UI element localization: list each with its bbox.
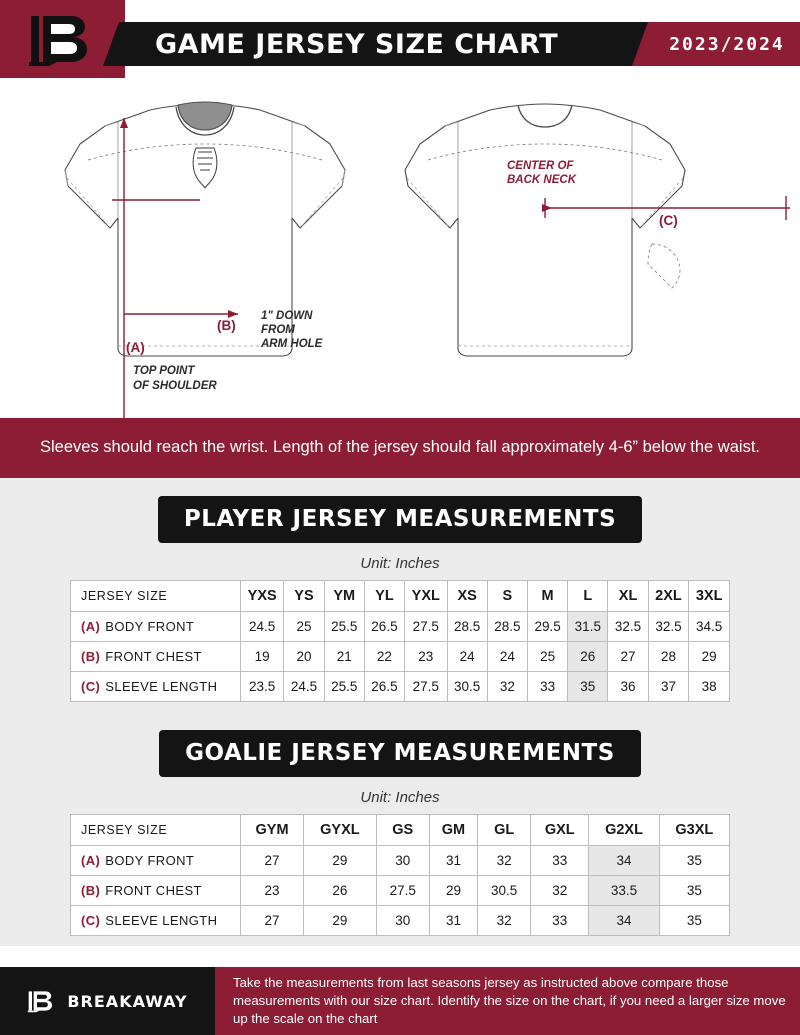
measurement-cell: 28.5: [487, 611, 527, 641]
table-corner-label: JERSEY SIZE: [71, 814, 241, 845]
row-label: (A) BODY FRONT: [71, 611, 241, 641]
column-header-ys: YS: [284, 580, 324, 611]
column-header-ym: YM: [324, 580, 364, 611]
season-label: 2023/2024: [669, 33, 785, 55]
column-header-gym: GYM: [241, 814, 304, 845]
row-letter: (B): [81, 648, 101, 664]
fit-note: Sleeves should reach the wrist. Length of the jersey should fall approximately 4-6” below the waist.: [0, 418, 800, 478]
table-corner-label: JERSEY SIZE: [71, 580, 241, 611]
page-header: [0, 0, 800, 78]
measurement-cell: 32: [478, 905, 531, 935]
measurement-cell: 29: [304, 905, 377, 935]
measurement-cell: 24.5: [284, 671, 324, 701]
row-label: (B) FRONT CHEST: [71, 641, 241, 671]
measurement-cell: 31.5: [568, 611, 608, 641]
label-a-caption-2: OF SHOULDER: [133, 380, 217, 392]
measurement-cell: 30: [376, 845, 429, 875]
column-header-xl: XL: [608, 580, 648, 611]
measurement-cell: 27.5: [405, 671, 447, 701]
footer-message: Take the measurements from last seasons jersey as instructed above compare those measurements with our size chart. Identify the size on the chart, if you need a larger size move up the scale on the chart: [215, 967, 800, 1035]
measurement-cell: 25.5: [324, 611, 364, 641]
measurement-cell: 32.5: [608, 611, 648, 641]
table-header-row: [71, 814, 730, 845]
measurement-cell: 34: [589, 905, 659, 935]
measurement-cell: 27.5: [376, 875, 429, 905]
column-header-yxl: YXL: [405, 580, 447, 611]
goalie-size-table: [70, 814, 730, 936]
breakaway-b-logo-icon: [27, 985, 57, 1017]
row-letter: (C): [81, 912, 101, 928]
column-header-yxs: YXS: [241, 580, 284, 611]
measurement-cell: 33: [531, 845, 589, 875]
measurement-cell: 25: [284, 611, 324, 641]
row-letter: (A): [81, 852, 101, 868]
page-title: GAME JERSEY SIZE CHART: [155, 28, 559, 60]
column-header-xs: XS: [447, 580, 487, 611]
column-header-gs: GS: [376, 814, 429, 845]
goalie-measurements-section: [0, 712, 800, 946]
measurement-cell: 25.5: [324, 671, 364, 701]
column-header-m: M: [527, 580, 567, 611]
column-header-g2xl: G2XL: [589, 814, 659, 845]
measurement-cell: 35: [659, 845, 729, 875]
row-label: (A) BODY FRONT: [71, 845, 241, 875]
measurement-cell: 26.5: [364, 611, 404, 641]
measurement-cell: 26: [568, 641, 608, 671]
measurement-cell: 26: [304, 875, 377, 905]
table-row: [71, 845, 730, 875]
label-b: (B): [217, 318, 236, 333]
row-letter: (A): [81, 618, 101, 634]
column-header-2xl: 2XL: [648, 580, 689, 611]
row-label: (C) SLEEVE LENGTH: [71, 671, 241, 701]
footer-brand: [0, 967, 215, 1035]
player-unit-label: Unit: Inches: [360, 554, 440, 572]
measurement-cell: 30: [376, 905, 429, 935]
player-measurements-section: [0, 478, 800, 712]
column-header-3xl: 3XL: [689, 580, 730, 611]
measurement-cell: 20: [284, 641, 324, 671]
measurement-cell: 26.5: [364, 671, 404, 701]
breakaway-b-logo-icon: [27, 12, 99, 66]
label-c-caption-2: BACK NECK: [507, 174, 576, 186]
label-c: (C): [659, 213, 678, 228]
footer-brand-name: BREAKAWAY: [67, 991, 188, 1011]
measurement-cell: 28.5: [447, 611, 487, 641]
page-footer: [0, 967, 800, 1035]
column-header-gl: GL: [478, 814, 531, 845]
measurement-cell: 25: [527, 641, 567, 671]
measurement-cell: 32: [478, 845, 531, 875]
measurement-cell: 27: [241, 905, 304, 935]
table-row: [71, 875, 730, 905]
label-b-caption-2: FROM: [261, 324, 295, 336]
measurement-cell: 33: [531, 905, 589, 935]
measurement-cell: 24: [447, 641, 487, 671]
goalie-unit-label: Unit: Inches: [360, 788, 440, 806]
measurement-cell: 37: [648, 671, 689, 701]
table-header-row: [71, 580, 730, 611]
measurement-cell: 24: [487, 641, 527, 671]
label-b-caption-1: 1" DOWN: [261, 310, 313, 322]
column-header-gm: GM: [429, 814, 478, 845]
table-row: [71, 641, 730, 671]
table-row: [71, 611, 730, 641]
measurement-cell: 34.5: [689, 611, 730, 641]
column-header-s: S: [487, 580, 527, 611]
measurement-cell: 33.5: [589, 875, 659, 905]
player-size-table: [70, 580, 730, 702]
column-header-g3xl: G3XL: [659, 814, 729, 845]
player-section-title: PLAYER JERSEY MEASUREMENTS: [158, 496, 642, 543]
measurement-cell: 32: [531, 875, 589, 905]
measurement-cell: 35: [568, 671, 608, 701]
measurement-cell: 36: [608, 671, 648, 701]
measurement-cell: 31: [429, 845, 478, 875]
row-letter: (C): [81, 678, 101, 694]
season-badge: [654, 22, 800, 66]
measurement-cell: 23: [405, 641, 447, 671]
column-header-gyxl: GYXL: [304, 814, 377, 845]
jersey-diagram: [0, 78, 800, 418]
measurement-cell: 32.5: [648, 611, 689, 641]
label-b-caption-3: ARM HOLE: [261, 338, 323, 350]
measurement-cell: 21: [324, 641, 364, 671]
jersey-diagram-svg: [0, 78, 800, 418]
label-a-caption-1: TOP POINT: [133, 365, 195, 377]
measurement-cell: 27.5: [405, 611, 447, 641]
measurement-cell: 32: [487, 671, 527, 701]
measurement-cell: 23.5: [241, 671, 284, 701]
measurement-cell: 31: [429, 905, 478, 935]
measurement-cell: 23: [241, 875, 304, 905]
measurement-cell: 27: [241, 845, 304, 875]
measurement-cell: 29.5: [527, 611, 567, 641]
column-header-gxl: GXL: [531, 814, 589, 845]
measurement-cell: 19: [241, 641, 284, 671]
label-a: (A): [126, 340, 145, 355]
measurement-cell: 38: [689, 671, 730, 701]
measurement-cell: 34: [589, 845, 659, 875]
measurement-cell: 29: [429, 875, 478, 905]
table-row: [71, 671, 730, 701]
row-letter: (B): [81, 882, 101, 898]
measurement-cell: 30.5: [447, 671, 487, 701]
measurement-cell: 27: [608, 641, 648, 671]
row-label: (C) SLEEVE LENGTH: [71, 905, 241, 935]
header-title-bar: [125, 22, 800, 66]
measurement-cell: 24.5: [241, 611, 284, 641]
measurement-cell: 29: [304, 845, 377, 875]
column-header-l: L: [568, 580, 608, 611]
measurement-cell: 22: [364, 641, 404, 671]
table-row: [71, 905, 730, 935]
measurement-cell: 33: [527, 671, 567, 701]
label-c-caption-1: CENTER OF: [507, 160, 574, 172]
measurement-cell: 28: [648, 641, 689, 671]
measurement-cell: 29: [689, 641, 730, 671]
goalie-section-title: GOALIE JERSEY MEASUREMENTS: [159, 730, 641, 777]
measurement-cell: 30.5: [478, 875, 531, 905]
row-label: (B) FRONT CHEST: [71, 875, 241, 905]
measurement-cell: 35: [659, 875, 729, 905]
column-header-yl: YL: [364, 580, 404, 611]
measurement-cell: 35: [659, 905, 729, 935]
